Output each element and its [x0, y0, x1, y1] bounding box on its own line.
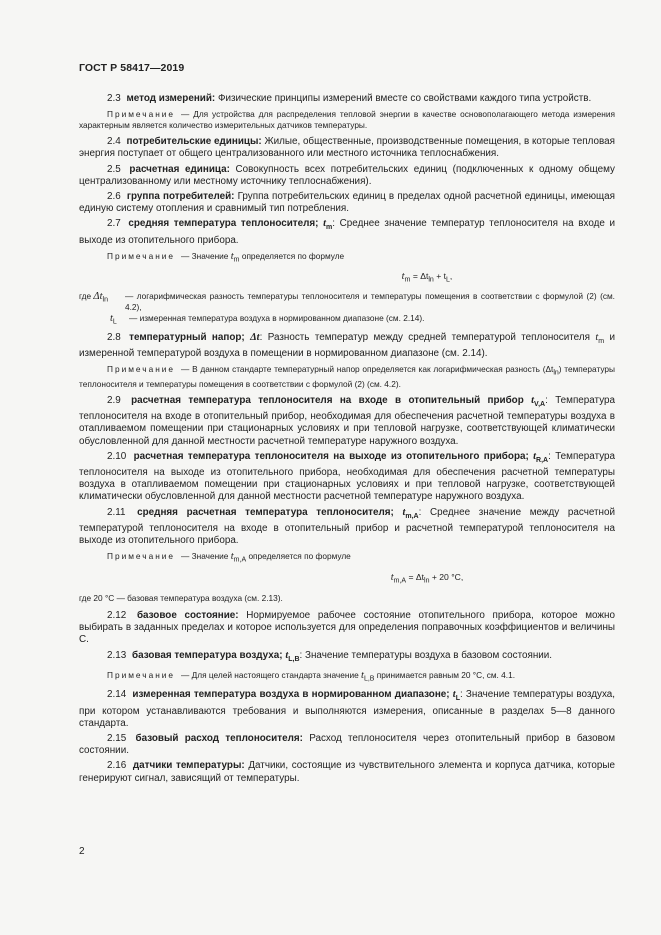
note-pre: — Для целей настоящего стандарта значение: [181, 669, 359, 680]
symbol: t: [402, 506, 406, 518]
definition: Расход теплоносителя через отопительный прибор в базовом состоянии.: [79, 733, 615, 757]
term: базовая температура воздуха;: [131, 649, 283, 661]
legend-row: [79, 291, 615, 313]
term: расчетная температура теплоносителя на выходе из отопительного прибора;: [133, 450, 529, 462]
note-pre: — Значение: [181, 551, 229, 562]
formula-mid: = Δt: [412, 271, 429, 282]
symbol-subscript: m: [598, 338, 605, 345]
definition: Группа потребительских единиц в пределах одной расчетной единицы, имеющая единую систему отопления и сравнимый тип потребления.: [79, 191, 615, 215]
formula-lhs: t: [390, 571, 394, 583]
note-2-7: [79, 251, 615, 266]
definition: Нормируемое рабочее состояние отопительного прибора, которое можно выбирать в заданных пределах и которое используется для определения поправочных коэффициентов и величины С.: [79, 609, 615, 646]
formula-end: ,: [449, 271, 453, 282]
note-2-3: [79, 109, 615, 131]
note-2-8: [79, 364, 615, 390]
symbol: t: [323, 218, 327, 230]
clause-2-15: [79, 733, 615, 757]
note-2-11: [79, 551, 615, 566]
term: измеренная температура воздуха в нормированном диапазоне;: [132, 689, 450, 701]
term: средняя расчетная температура теплоносителя;: [137, 506, 394, 518]
formula-mid-sub: ln: [424, 577, 430, 585]
clause-2-9: [79, 395, 615, 448]
note-label: Примечание: [107, 669, 176, 680]
note-text-cont: ) температуры теплоносителя и температуры помещения в соответствии с формулой (2) (см. 4.2).: [79, 364, 615, 390]
definition: Физические принципы измерений вместе со свойствами каждого типа устройств.: [217, 93, 592, 104]
clause-2-11: [79, 507, 615, 548]
note-text: — Для устройства для распределения тепловой энергии в качестве основополагающего метода измерения характерным является количество измерительных датчиков температуры.: [79, 109, 615, 131]
term: базовый расход теплоносителя:: [135, 733, 303, 744]
legend-definition: — логарифмическая разность температуры теплоносителя и температуры помещения в соответствии с формулой (2) (см. 4.2),: [125, 291, 615, 313]
clause-number: 2.8: [107, 332, 121, 344]
term: температурный напор;: [129, 332, 245, 344]
formula-lhs: t: [401, 271, 405, 283]
definition: : Температура теплоносителя на входе в отопительный прибор, необходимая для обеспечения расчетной температуры воздуха в отапливаемом помещении при стационарных условиях и при тепловой нагрузке, соответствующей климатически обусловленной для данной местности расчетной температуре наружного воздуха.: [79, 395, 615, 447]
legend-row: [79, 313, 615, 328]
clause-number: 2.13: [107, 649, 127, 661]
term: средняя температура теплоносителя;: [128, 218, 319, 230]
formula-1-legend: [79, 291, 615, 328]
note-label: Примечание: [107, 109, 176, 120]
legend-symbol-text: Δt: [93, 291, 103, 303]
clause-number: 2.6: [107, 191, 121, 203]
symbol-subscript: L,B: [288, 655, 300, 663]
clause-number: 2.15: [107, 733, 127, 744]
term: базовое состояние:: [136, 609, 239, 621]
clause-number: 2.10: [107, 450, 127, 462]
clause-2-14: [79, 689, 615, 730]
definition: : Разность температур между средней температурой теплоносителя: [259, 332, 590, 344]
definition: : Температура теплоносителя на выходе из отопительного прибора, необходимая для обеспечения расчетной температуры воздуха в отапливаемом помещении при стационарных условиях и при тепловой нагрузке, соответствующей климатически обусловленной для данной местности расчетной температуре наружного воздуха.: [79, 450, 616, 503]
note-label: Примечание: [107, 551, 176, 562]
term: расчетная температура теплоносителя на входе в отопительный прибор: [131, 395, 524, 407]
clause-2-5: [79, 164, 615, 188]
definition: Датчики, состоящие из чувствительного элемента и корпуса датчика, которые генерируют сигнал, зависящий от температуры.: [79, 760, 615, 784]
definition: Совокупность всех потребительских единиц (подключенных к одному общему централизованному или местному источнику теплоснабжения).: [79, 163, 615, 187]
note-pre: — Значение: [181, 250, 229, 261]
note-post: принимается равным 20 °С, см. 4.1.: [376, 669, 515, 680]
symbol-subscript: L: [455, 695, 460, 703]
legend-symbol-sub: ln: [102, 297, 108, 305]
clause-2-12: [79, 610, 615, 647]
formula-1: [79, 270, 615, 287]
term: группа потребителей:: [126, 191, 235, 203]
term: датчики температуры:: [132, 760, 245, 772]
symbol: t: [230, 551, 234, 563]
legend-symbol-text: t: [110, 313, 113, 325]
legend-definition: — измеренная температура воздуха в нормированном диапазоне (см. 2.14).: [129, 313, 425, 324]
legend-symbol: [79, 291, 125, 313]
clause-number: 2.16: [107, 760, 127, 772]
definition: : Значение температуры воздуха, при котором устанавливаются требования и выполняются измерения, описанные в разделах 5—8 данного стандарта.: [79, 689, 616, 729]
symbol-subscript: R,A: [536, 456, 549, 464]
clause-number: 2.14: [107, 689, 127, 701]
legend-symbol: [79, 313, 125, 328]
symbol: t: [595, 332, 599, 344]
note-post: определяется по формуле: [241, 250, 345, 261]
clause-2-4: [79, 136, 615, 160]
symbol: t: [285, 649, 289, 661]
clause-number: 2.12: [107, 609, 127, 621]
definition-cont: и измеренной температурой воздуха в помещении в нормированном диапазоне (см. 2.14).: [79, 332, 616, 360]
legend-symbol-sub: L: [112, 319, 117, 327]
where-word: где: [79, 291, 92, 302]
term: метод измерений:: [126, 93, 216, 104]
clause-number: 2.11: [107, 506, 126, 518]
note-post: определяется по формуле: [248, 551, 351, 562]
symbol: Δt: [250, 332, 260, 344]
symbol: t: [361, 669, 364, 681]
clause-2-13: [79, 650, 615, 666]
clause-number: 2.4: [107, 136, 121, 148]
clause-number: 2.9: [107, 395, 121, 407]
document-body: [79, 93, 615, 788]
symbol-subscript: m: [233, 256, 240, 264]
symbol-subscript: V,A: [534, 401, 546, 409]
definition: : Среднее значение между расчетной температурой теплоносителя на входе в отопительный прибор и расчетной температурой теплоносителя на выходе из отопительного прибора.: [79, 506, 615, 546]
note-2-13: [79, 670, 615, 685]
clause-2-7: [79, 218, 615, 246]
standard-designation: ГОСТ Р 58417—2019: [79, 62, 185, 74]
note-label: Примечание: [107, 364, 176, 375]
symbol: t: [230, 250, 234, 262]
formula-rhs: + 20 °C,: [431, 571, 464, 582]
definition: Жилые, общественные, производственные помещения, в которые тепловая энергия поступает от общего централизованного или местного источника теплоснабжения.: [79, 136, 615, 160]
symbol: t: [531, 395, 535, 407]
clause-2-3: [79, 93, 615, 105]
note-label: Примечание: [107, 250, 176, 261]
formula-2-legend: где 20 °С — базовая температура воздуха (см. 2.13).: [79, 592, 283, 603]
clause-2-8: [79, 332, 615, 360]
formula-lhs-sub: m: [404, 277, 411, 285]
symbol-subscript: m,A: [405, 512, 419, 520]
clause-2-6: [79, 191, 615, 215]
symbol-subscript: m,A: [233, 556, 247, 564]
clause-number: 2.5: [107, 163, 121, 175]
symbol-subscript: L,B: [363, 675, 375, 683]
clause-2-16: [79, 760, 615, 784]
symbol-subscript: m: [326, 224, 333, 232]
page-number: 2: [79, 846, 85, 857]
symbol: t: [533, 450, 537, 462]
formula-rhs: + t: [436, 271, 447, 282]
symbol: t: [452, 689, 456, 701]
formula-rhs-sub: L: [446, 277, 450, 285]
definition: : Значение температуры воздуха в базовом состоянии.: [299, 649, 553, 661]
formula-mid-sub: ln: [428, 277, 434, 285]
term: потребительские единицы:: [126, 136, 262, 148]
formula-mid: = Δt: [408, 571, 425, 582]
clause-2-10: [79, 451, 615, 504]
formula-2: [79, 571, 615, 588]
formula-lhs-sub: m,A: [393, 577, 407, 585]
clause-number: 2.7: [107, 218, 121, 230]
note-sub: ln: [553, 370, 559, 378]
note-text: — В данном стандарте температурный напор определяется как логарифмическая разность (Δt: [181, 364, 554, 375]
clause-number: 2.3: [107, 93, 121, 104]
definition: : Среднее значение температур теплоносителя на входе и выходе из отопительного прибора.: [79, 218, 616, 246]
term: расчетная единица:: [129, 163, 230, 175]
